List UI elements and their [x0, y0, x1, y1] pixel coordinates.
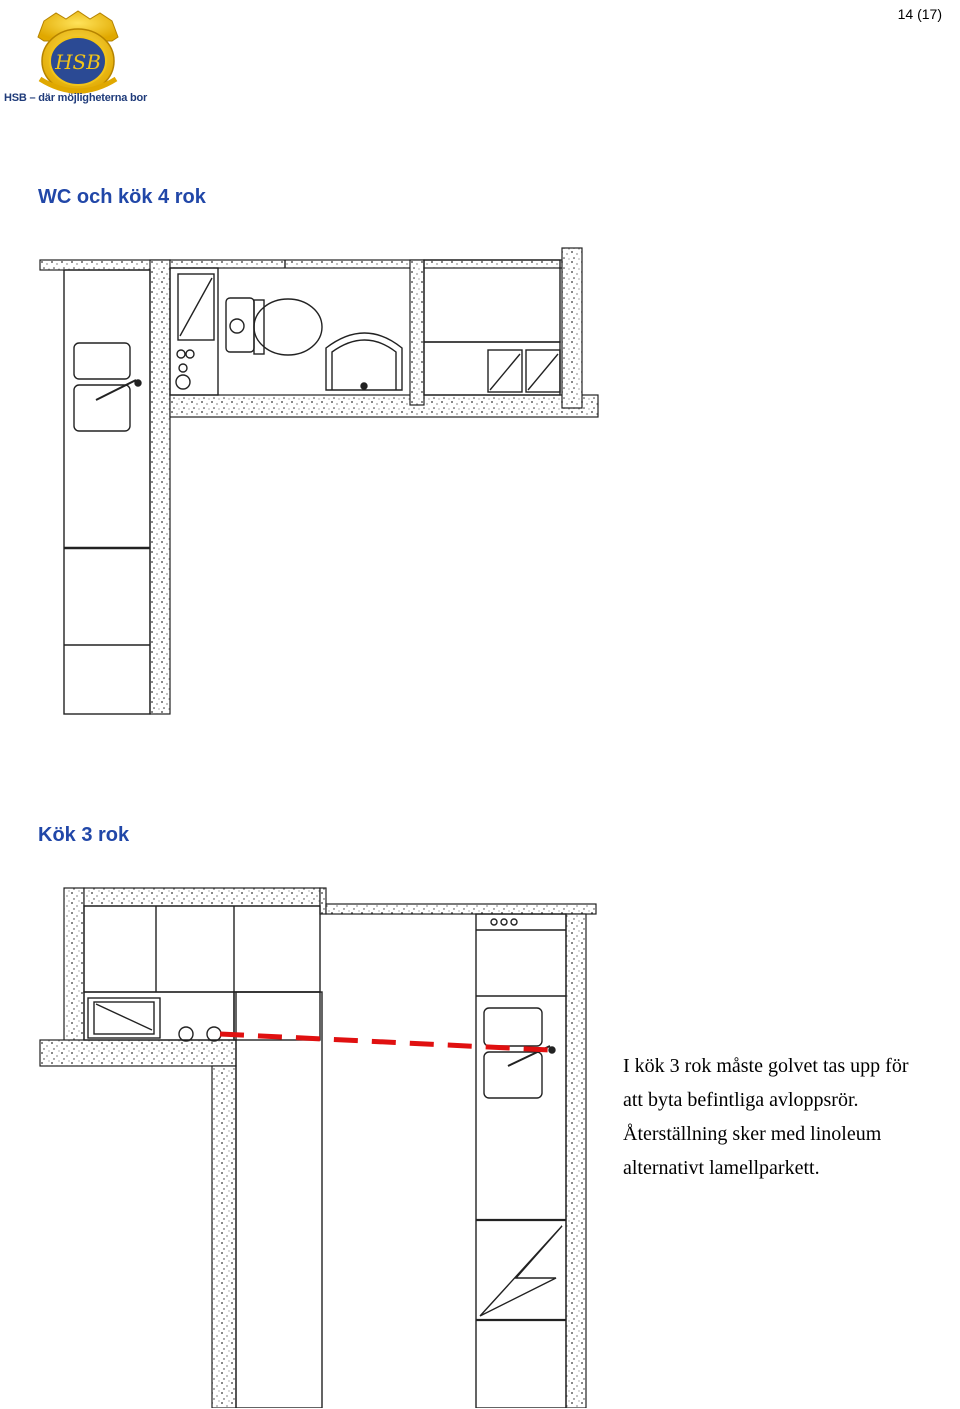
- note-line: I kök 3 rok måste golvet tas upp för: [623, 1055, 909, 1077]
- section-title-kok-3-rok: Kök 3 rok: [38, 824, 130, 846]
- wc-fixtures: [170, 260, 402, 395]
- note-line: att byta befintliga avloppsrör.: [623, 1089, 859, 1111]
- logo-tagline: HSB – där möjligheterna bor: [4, 92, 148, 104]
- logo-text: HSB: [55, 50, 101, 74]
- note-line: Återställning sker med linoleum: [623, 1123, 882, 1145]
- floor-plan-kitchen-3-rok: [30, 880, 600, 1408]
- kitchen-counter-left: [84, 906, 320, 1041]
- floor-plan-wc-kitchen-4-rok: [30, 240, 600, 720]
- right-cabinets: [424, 260, 560, 395]
- kitchen-counter-right: [476, 914, 566, 1408]
- renovation-note: [623, 1049, 958, 1185]
- walls: [40, 888, 596, 1408]
- kitchen-counter-lower: [236, 992, 322, 1408]
- section-title-wc-kok-4-rok: WC och kök 4 rok: [38, 186, 206, 208]
- note-line: alternativt lamellparkett.: [623, 1157, 820, 1179]
- walls: [40, 248, 598, 714]
- drain-pipe-line: [220, 1034, 550, 1050]
- page-number: 14 (17): [897, 6, 942, 22]
- kitchen-counter-left: [64, 270, 150, 714]
